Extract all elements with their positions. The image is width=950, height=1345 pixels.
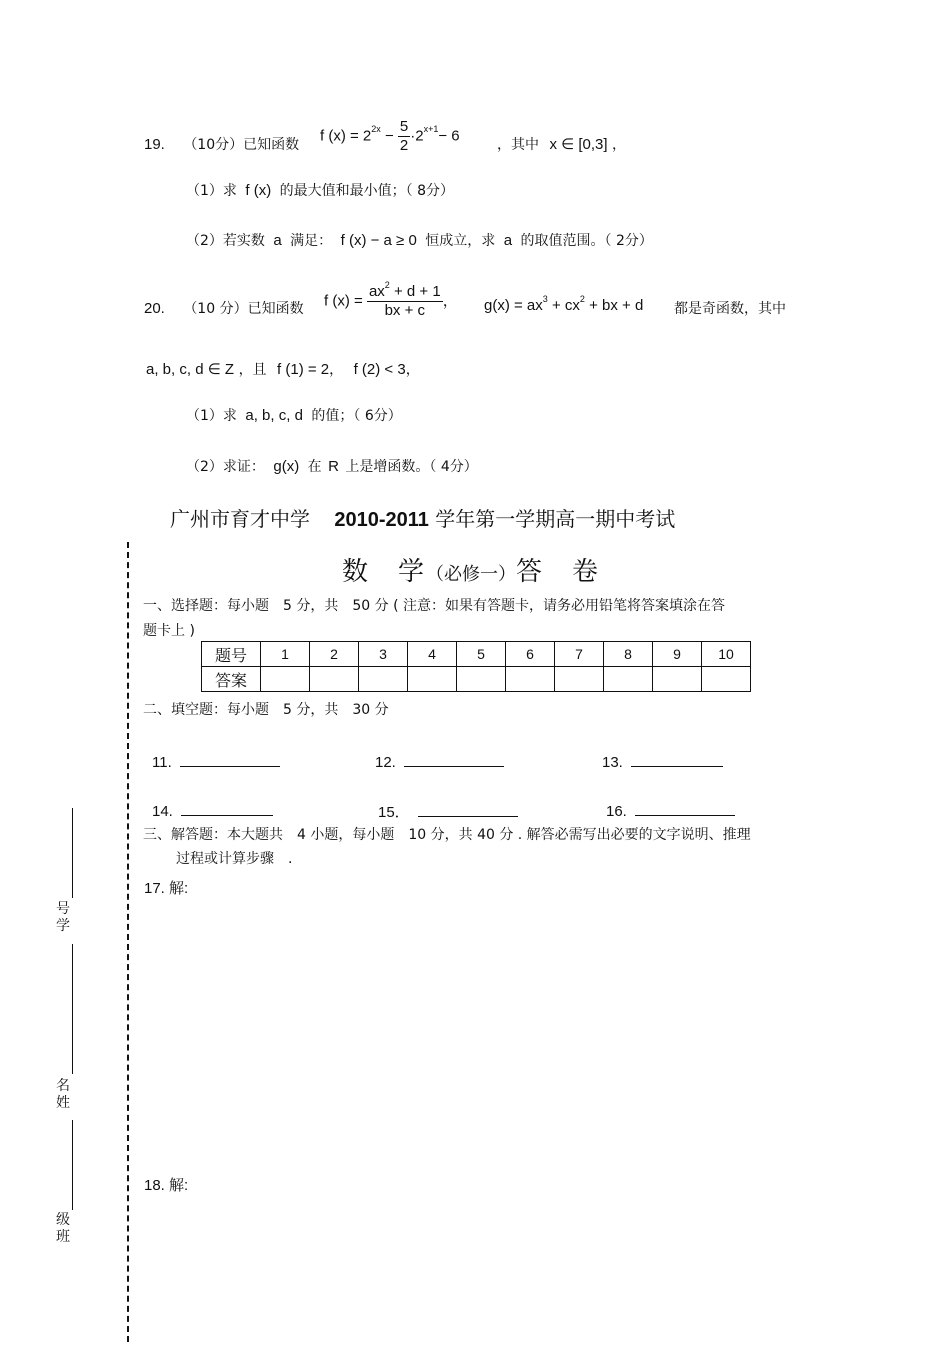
q19-part1: （1）求 f (x) 的最大值和最小值；（ 8分） xyxy=(186,182,455,199)
class-line xyxy=(72,1120,73,1210)
answer-blank[interactable] xyxy=(181,801,273,816)
table-row xyxy=(202,667,751,692)
answer-sheet-subtitle: 数 学（必修一）答 卷 xyxy=(342,557,601,587)
section3-instructions-cont: 过程或计算步骤 . xyxy=(176,851,293,867)
name-line xyxy=(72,944,73,1074)
q20-part1: （1）求 a, b, c, d 的值；（ 6分） xyxy=(186,407,402,424)
q19-function: f $(x) = 2^{2x}$ − $\frac{5}{2}$ $\cdot 2^{x+1}- 6$ xyxy=(320,118,460,154)
question-number: 8 xyxy=(604,642,653,667)
q18-answer-area[interactable] xyxy=(140,1198,840,1338)
answer-blank[interactable] xyxy=(180,752,280,767)
section2-instructions: 二、填空题：每小题 5 分，共 30 分 xyxy=(143,702,389,718)
q18-solution-label: 18. 解: xyxy=(144,1177,189,1194)
answer-cell[interactable] xyxy=(604,667,653,692)
answer-blank[interactable] xyxy=(635,801,735,816)
answer-cell[interactable] xyxy=(457,667,506,692)
question-number: 1 xyxy=(261,642,310,667)
table-header-label: 题号 xyxy=(202,642,261,667)
q17-answer-area[interactable] xyxy=(140,900,840,1160)
answer-cell[interactable] xyxy=(653,667,702,692)
answer-cell[interactable] xyxy=(408,667,457,692)
question-number: 9 xyxy=(653,642,702,667)
section1-instructions: 一、选择题：每小题 5 分，共 50 分 ( 注意：如果有答题卡，请务必用铅笔将答案填涂在答 xyxy=(143,598,725,614)
q20-part2: （2）求证： g(x) 在 R 上是增函数。（ 4分） xyxy=(186,458,478,475)
answer-blank[interactable] xyxy=(418,802,518,817)
q20-tail: 都是奇函数，其中 xyxy=(674,301,786,317)
q19-stem: 19. （10分）已知函数 xyxy=(144,136,300,153)
question-number: 7 xyxy=(555,642,604,667)
student-no-line xyxy=(72,808,73,898)
student-no-label: 号学 xyxy=(56,901,70,934)
q20-conditions: a, b, c, d ∈ Z ，且 f (1) = 2， f (2) < 3， xyxy=(146,361,420,378)
answer-cell[interactable] xyxy=(555,667,604,692)
blank-12: 12. xyxy=(375,752,504,771)
question-number: 10 xyxy=(702,642,751,667)
q17-solution-label: 17. 解: xyxy=(144,880,189,897)
answer-cell[interactable] xyxy=(702,667,751,692)
question-number: 5 xyxy=(457,642,506,667)
table-answer-label: 答案 xyxy=(202,667,261,692)
q20-function-f: f (x) = $\frac{ax^2 + d + 1}{bx + c}$ ， xyxy=(324,280,458,319)
answer-blank[interactable] xyxy=(631,752,723,767)
answer-blank[interactable] xyxy=(404,752,504,767)
q19-part2: （2）若实数 a 满足： f (x) − a ≥ 0 恒成立，求 a 的取值范围。（ 2分） xyxy=(186,232,653,249)
blank-11: 11. xyxy=(152,752,280,771)
question-number: 6 xyxy=(506,642,555,667)
class-label: 级班 xyxy=(56,1212,70,1245)
blank-13: 13. xyxy=(602,752,723,771)
question-number: 4 xyxy=(408,642,457,667)
section1-instructions-cont: 题卡上 ) xyxy=(143,623,195,639)
q19-domain: ，其中 x ∈ [0,3] ， xyxy=(497,136,626,153)
answer-cell[interactable] xyxy=(359,667,408,692)
name-label: 名姓 xyxy=(56,1078,70,1111)
table-row xyxy=(202,642,751,667)
blank-14: 14. xyxy=(152,801,273,820)
answer-cell[interactable] xyxy=(506,667,555,692)
q20-stem: 20. （10 分）已知函数 xyxy=(144,300,304,317)
blank-15: 15． xyxy=(378,801,518,822)
q20-function-g: $g(x) = ax^3 + cx^2$ + bx + d xyxy=(484,294,644,314)
q20-fraction: $\frac{ax^2 + d + 1}{bx + c}$ xyxy=(368,280,441,319)
answer-cell[interactable] xyxy=(261,667,310,692)
question-number: 3 xyxy=(359,642,408,667)
q19-fraction: $\frac{5}{2}$ xyxy=(399,118,409,154)
answer-sheet-title: 广州市育才中学 2010-2011 学年第一学期高一期中考试 xyxy=(170,507,676,531)
answer-table xyxy=(201,641,751,692)
binding-dashed-line xyxy=(127,542,129,1342)
answer-cell[interactable] xyxy=(310,667,359,692)
question-number: 2 xyxy=(310,642,359,667)
section3-instructions: 三、解答题：本大题共 4 小题，每小题 10 分，共 40 分 . 解答必需写出必要的文字说明、推理 xyxy=(143,827,751,843)
blank-16: 16. xyxy=(606,801,735,820)
